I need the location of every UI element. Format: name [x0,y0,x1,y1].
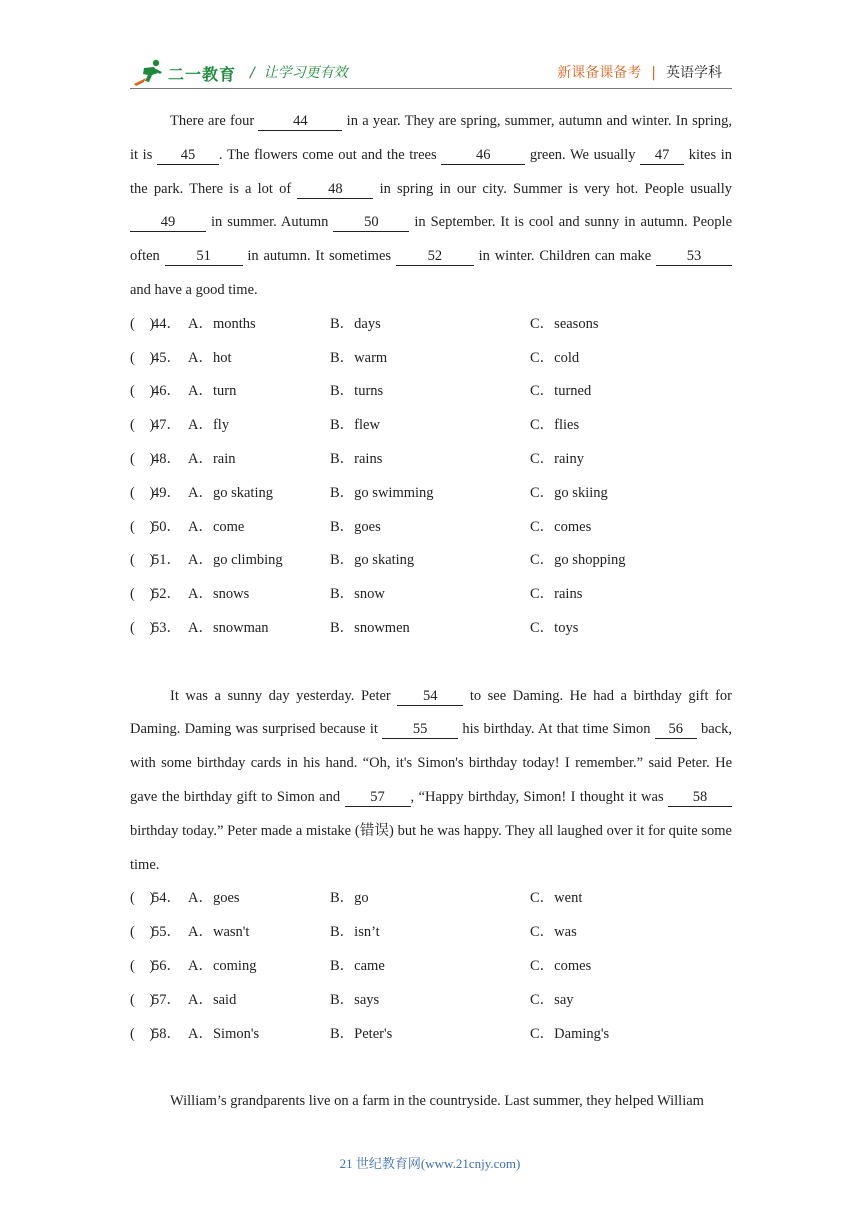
option-b: B．go swimming [330,484,434,501]
option-a: A．wasn't [188,924,250,941]
question-number: 58． [152,1025,181,1042]
option-c: C．Daming's [530,1025,610,1042]
option-a: A．come [188,518,245,535]
header-right [557,62,722,82]
question-number: 53． [152,619,181,636]
answer-paren: ( ) [130,518,155,535]
option-c: C．toys [530,619,579,636]
question-number: 45． [152,349,181,366]
option-a: A．goes [188,890,240,907]
passage-text: It was a sunny day yesterday. Peter [170,687,398,704]
blank-57: 57 [345,789,411,807]
passage-1 [130,105,732,308]
slogan-text: 让学习更有效 [263,65,348,81]
question-number: 50． [152,518,181,535]
answer-paren: ( ) [130,1025,155,1042]
passage-2 [130,680,732,883]
option-a: A．hot [188,349,232,366]
logo [132,58,237,90]
answer-paren: ( ) [130,586,155,603]
page-header [0,0,860,92]
header-divider [130,88,732,89]
question-row [130,1018,732,1052]
option-c: C．comes [530,518,592,535]
passage-text: kites in the park. There is a lot of [130,146,733,197]
logo-text: 二一教育 [168,65,237,84]
option-c: C．go skiing [530,484,608,501]
question-row [130,578,732,612]
spacer [130,1051,732,1085]
answer-paren: ( ) [130,417,155,434]
option-c: C．comes [530,957,592,974]
option-c: C．rains [530,586,583,603]
blank-46: 46 [441,147,525,165]
answer-paren: ( ) [130,383,155,400]
option-c: C．go shopping [530,552,626,569]
passage-text: back, with some birthday cards in his hand. “Oh, it's Simon's birthday today! I remember.” said Peter. He gave the birthday gift to Simon and [130,721,732,805]
option-b: B．turns [330,383,384,400]
slogan: / 让学习更有效 [250,65,348,81]
option-c: C．say [530,991,574,1008]
option-a: A．coming [188,957,257,974]
page-content [130,105,732,1119]
passage-text: . The flowers come out and the trees [218,146,442,163]
answer-paren: ( ) [130,484,155,501]
runner-logo-icon [132,58,166,88]
question-row [130,916,732,950]
blank-51: 51 [165,248,243,266]
option-c: C．cold [530,349,580,366]
option-b: B．snow [330,586,385,603]
option-a: A．turn [188,383,237,400]
passage-text: in a year. They are spring, summer, autumn and winter. In spring, it is [130,113,733,163]
option-b: B．came [330,957,385,974]
option-b: B．rains [330,450,383,467]
question-row [130,409,732,443]
passage-text: to see Daming. He had a birthday gift for Daming. Daming was surprised because it [130,687,732,738]
answer-paren: ( ) [130,349,155,366]
question-number: 46． [152,383,181,400]
option-b: B．snowmen [330,619,410,636]
answer-paren: ( ) [130,450,155,467]
blank-47: 47 [640,147,684,165]
option-c: C．flies [530,417,580,434]
question-number: 47． [152,417,181,434]
answer-paren: ( ) [130,315,155,332]
answer-paren: ( ) [130,991,155,1008]
passage-text: in winter. Children can make [473,248,656,265]
passage-text: birthday today.” Peter made a mistake (错误) but he was happy. They all laughed over it for quite some time. [130,822,732,873]
option-b: B．days [330,315,381,332]
option-c: C．seasons [530,315,599,332]
option-c: C．was [530,924,577,941]
option-b: B．go skating [330,552,415,569]
page-footer: 21 世纪教育网(www.21cnjy.com) [339,1156,521,1171]
answer-paren: ( ) [130,890,155,907]
blank-58: 58 [668,789,732,807]
blank-54: 54 [397,688,463,706]
option-c: C．turned [530,383,592,400]
option-b: B．goes [330,518,381,535]
answer-paren: ( ) [130,957,155,974]
option-b: B．isn’t [330,924,380,941]
question-list-2 [130,882,732,1051]
blank-48: 48 [297,181,373,199]
question-row [130,612,732,646]
question-row [130,984,732,1018]
question-number: 52． [152,586,181,603]
answer-paren: ( ) [130,552,155,569]
passage-text: in September. It is cool and sunny in autumn. People often [130,214,733,265]
option-a: A．Simon's [188,1025,260,1042]
passage-text: in spring in our city. Summer is very hot. People usually [373,180,732,197]
question-number: 49． [152,484,181,501]
blank-56: 56 [655,721,697,739]
option-b: B．go [330,890,369,907]
option-b: B．flew [330,417,380,434]
passage-text: green. We usually [525,146,641,163]
question-row [130,342,732,376]
question-row [130,308,732,342]
question-number: 56． [152,957,181,974]
answer-paren: ( ) [130,924,155,941]
option-a: A．said [188,991,237,1008]
passage-text: in summer. Autumn [206,214,334,231]
blank-44: 44 [258,113,342,131]
passage-text: , “Happy birthday, Simon! I thought it was [410,788,668,805]
question-number: 57． [152,991,181,1008]
blank-50: 50 [333,214,409,232]
option-a: A．go skating [188,484,273,501]
passage-text: in autumn. It sometimes [242,248,396,265]
question-row [130,375,732,409]
question-number: 48． [152,450,181,467]
passage-text: William’s grandparents live on a farm in the countryside. Last summer, they helped William [170,1093,704,1110]
blank-49: 49 [130,214,206,232]
question-row [130,443,732,477]
question-number: 55． [152,924,181,941]
blank-55: 55 [382,721,458,739]
question-number: 44． [152,315,181,332]
option-a: A．rain [188,450,236,467]
header-separator: | [651,65,656,81]
header-subject: 英语学科 [666,65,722,81]
option-c: C．rainy [530,450,584,467]
passage-3 [130,1085,732,1119]
question-row [130,477,732,511]
option-c: C．went [530,890,583,907]
question-row [130,882,732,916]
option-a: A．snowman [188,619,269,636]
option-b: B．says [330,991,380,1008]
spacer [130,646,732,680]
question-list-1 [130,308,732,646]
option-a: A．months [188,315,256,332]
option-b: B．warm [330,349,388,366]
option-b: B．Peter's [330,1025,393,1042]
blank-52: 52 [396,248,474,266]
passage-text: There are four [170,113,259,129]
blank-53: 53 [656,248,732,266]
question-number: 54． [152,890,181,907]
question-row [130,950,732,984]
option-a: A．go climbing [188,552,283,569]
option-a: A．fly [188,417,230,434]
question-number: 51． [152,552,181,569]
question-row [130,511,732,545]
question-row [130,544,732,578]
header-title: 新课备课备考 [557,65,642,81]
option-a: A．snows [188,586,250,603]
passage-text: his birthday. At that time Simon [458,721,655,738]
answer-paren: ( ) [130,619,155,636]
blank-45: 45 [157,147,219,165]
passage-text: and have a good time. [130,281,258,298]
